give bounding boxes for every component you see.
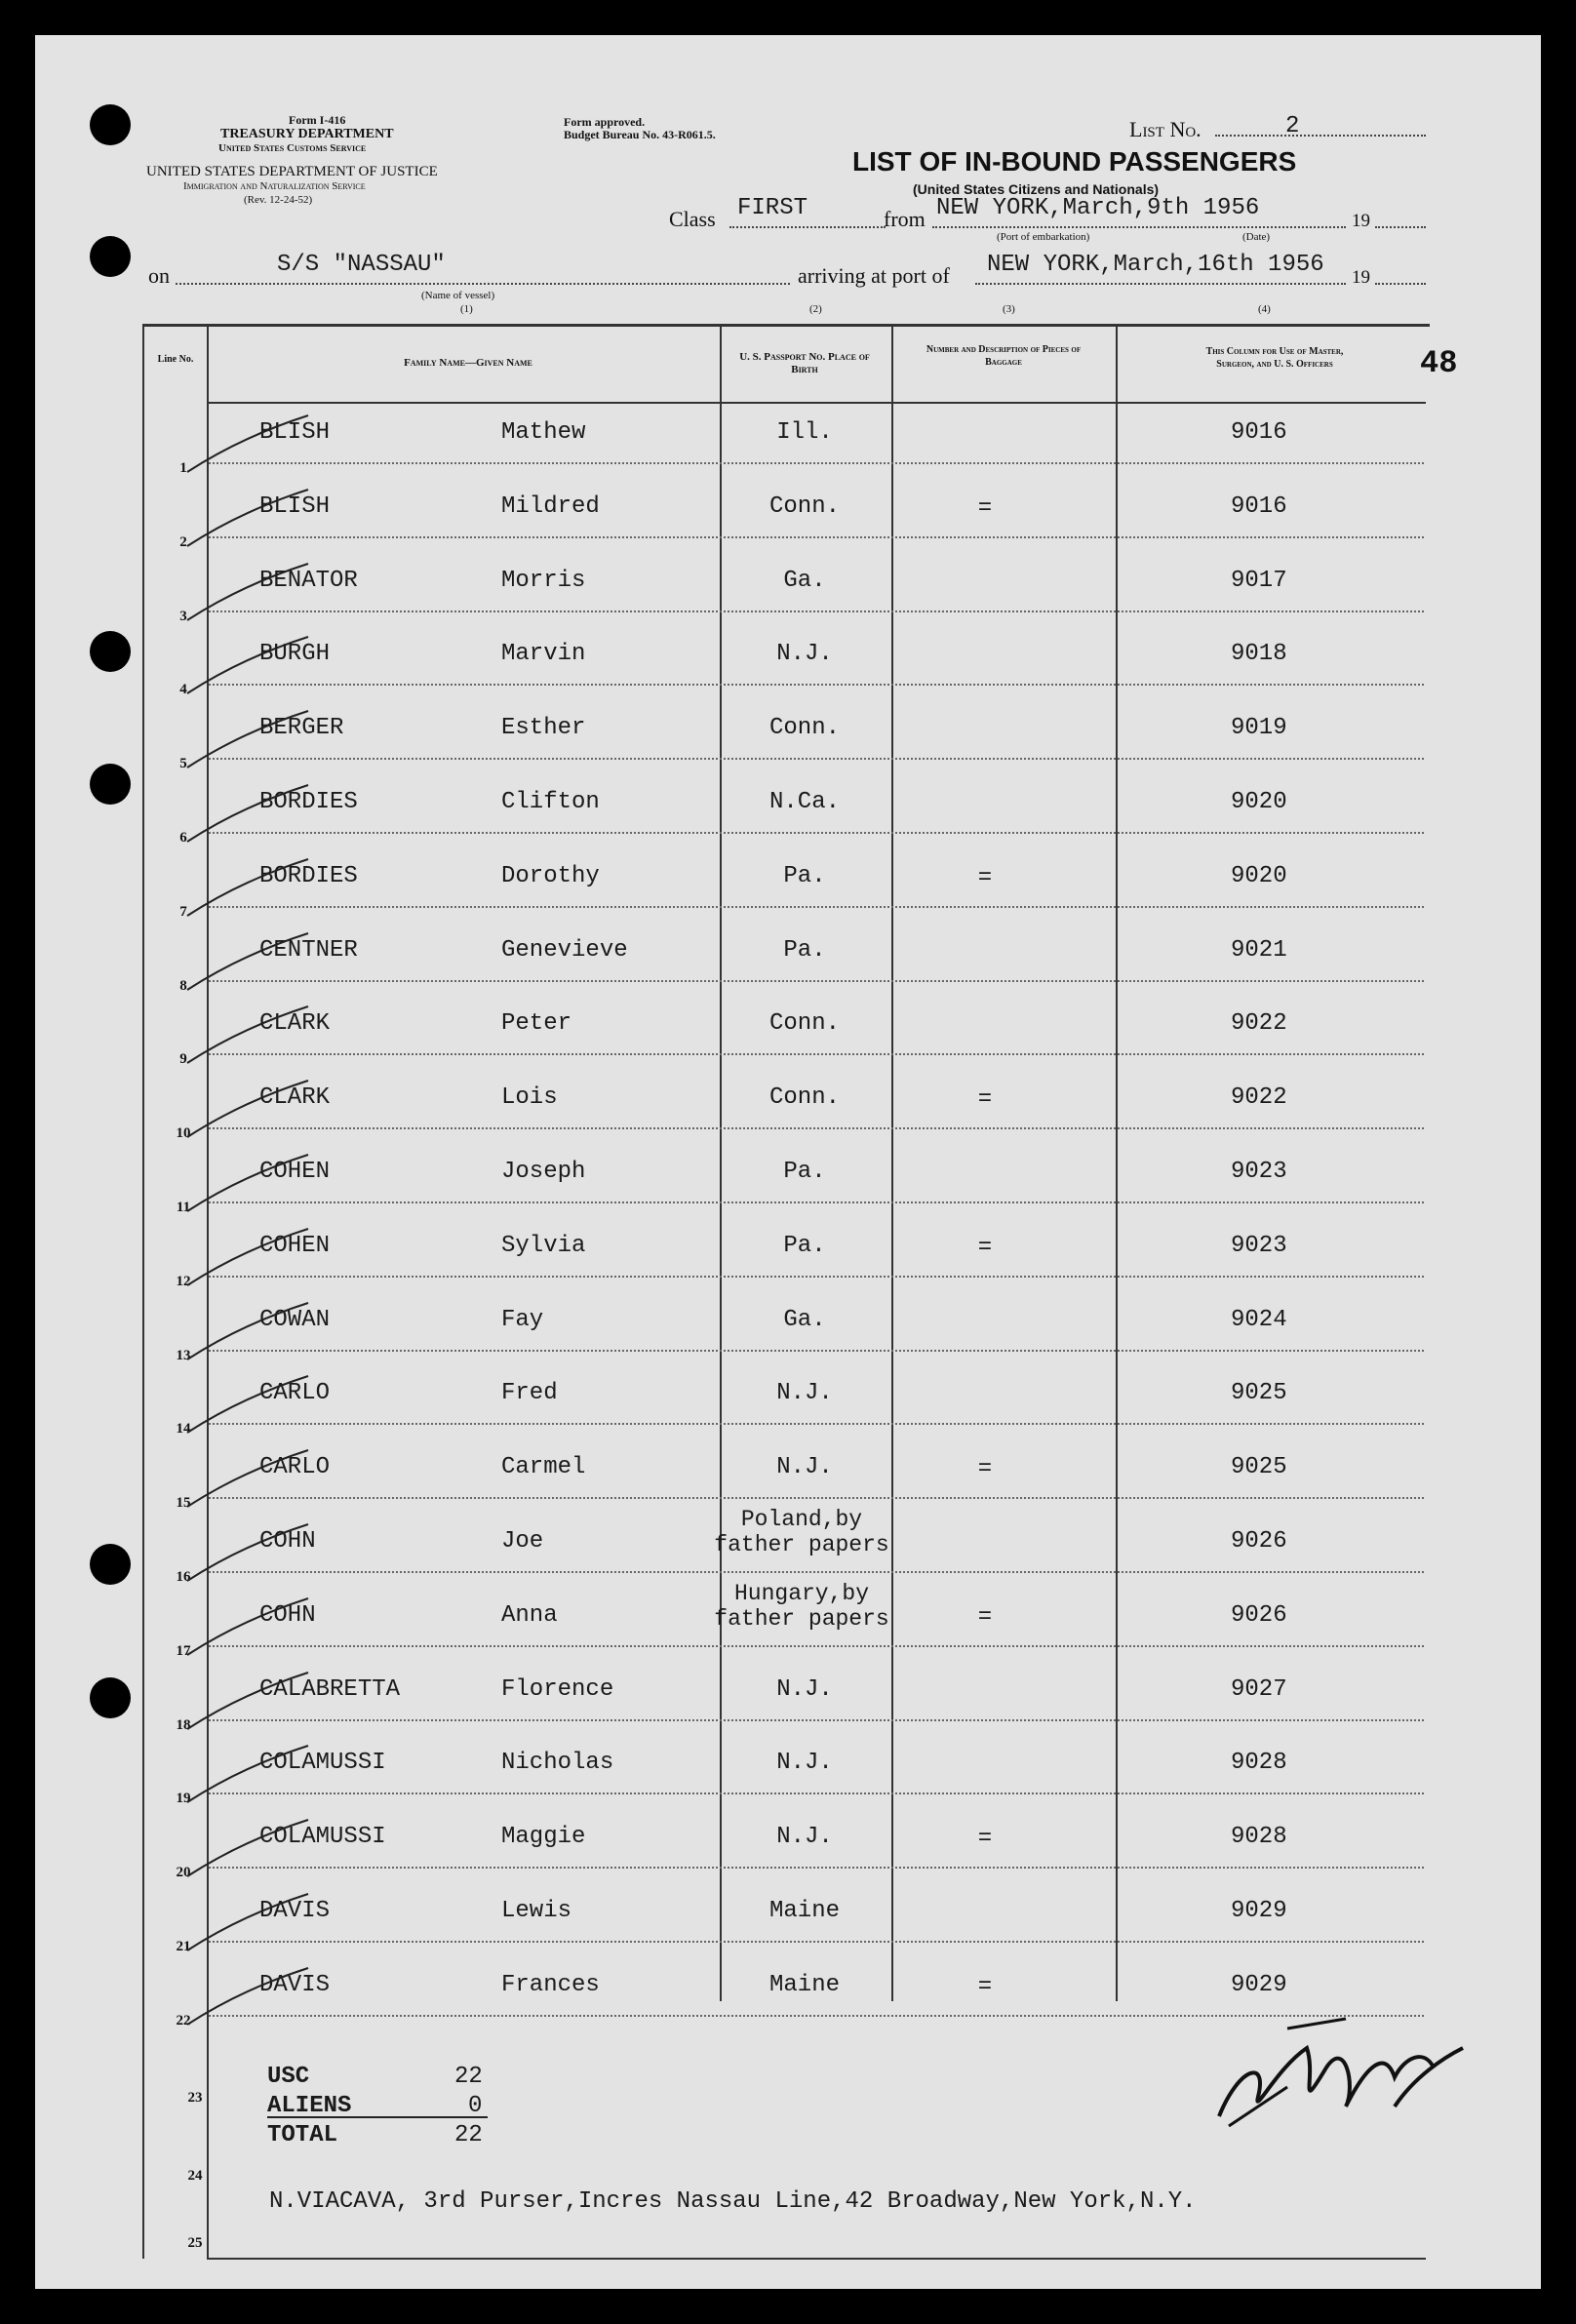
family-name: CALABRETTA xyxy=(259,1676,401,1703)
check-mark xyxy=(181,486,318,554)
place-of-birth: Maine xyxy=(768,1972,840,1998)
revision-date: (Rev. 12-24-52) xyxy=(244,194,313,206)
line-number: 15 xyxy=(176,1495,191,1511)
list-no-value: 2 xyxy=(1285,113,1300,139)
officer-code: 9020 xyxy=(1231,789,1287,815)
given-name: Joseph xyxy=(501,1159,586,1185)
check-mark xyxy=(181,781,318,849)
place-of-birth: Ga. xyxy=(783,1307,826,1333)
budget-bureau: Budget Bureau No. 43-R061.5. xyxy=(564,128,716,141)
row-rule xyxy=(209,462,1424,464)
officer-code: 9028 xyxy=(1231,1824,1287,1850)
baggage-count: = xyxy=(977,1604,993,1631)
row-rule xyxy=(209,1127,1424,1129)
list-no-label: List No. xyxy=(1129,117,1202,141)
place-of-birth: Pa. xyxy=(783,1233,826,1259)
line-number: 5 xyxy=(179,756,187,771)
line-number: 6 xyxy=(179,830,187,846)
row-rule xyxy=(209,1645,1424,1647)
given-name: Esther xyxy=(501,715,586,741)
place-of-birth: Pa. xyxy=(783,937,826,964)
column-number-3: (3) xyxy=(1003,303,1015,315)
officer-code: 9022 xyxy=(1231,1010,1287,1037)
check-mark xyxy=(181,1372,318,1440)
line-number: 8 xyxy=(179,978,187,994)
check-mark xyxy=(181,1225,318,1293)
row-rule xyxy=(209,1276,1424,1278)
year-label: 19 xyxy=(1352,211,1370,231)
row-rule xyxy=(209,684,1424,686)
check-mark xyxy=(181,1742,318,1810)
port-embarkation-note: (Port of embarkation) xyxy=(997,231,1090,243)
officer-code: 9026 xyxy=(1231,1602,1287,1629)
ins-service: Immigration and Naturalization Service xyxy=(183,180,366,192)
given-name: Mildred xyxy=(501,493,600,520)
officer-code: 9026 xyxy=(1231,1528,1287,1555)
row-rule xyxy=(209,832,1424,834)
purser-line: N.VIACAVA, 3rd Purser,Incres Nassau Line,42 Broadway,New York,N.Y. xyxy=(269,2188,1197,2215)
column-header-name: Family Name—Given Name xyxy=(404,357,532,369)
row-rule xyxy=(209,1719,1424,1721)
form-number: Form I-416 xyxy=(289,113,346,127)
check-mark xyxy=(181,1816,318,1884)
given-name: Clifton xyxy=(501,789,600,815)
line-number: 9 xyxy=(179,1051,187,1067)
arrival-rule xyxy=(975,283,1346,285)
check-mark xyxy=(181,707,318,775)
line-number: 2 xyxy=(179,534,187,550)
baggage-count: = xyxy=(977,1974,993,2000)
check-mark xyxy=(181,855,318,924)
line-number: 13 xyxy=(176,1348,191,1363)
check-mark xyxy=(181,1890,318,1958)
check-mark xyxy=(181,1299,318,1367)
place-of-birth: Conn. xyxy=(768,1084,840,1111)
family-name: BORDIES xyxy=(259,863,358,889)
family-name: CLARK xyxy=(259,1084,331,1111)
place-of-birth: N.J. xyxy=(776,1824,833,1850)
officer-code: 9022 xyxy=(1231,1084,1287,1111)
from-rule xyxy=(932,226,1346,228)
baggage-count: = xyxy=(977,1086,993,1113)
year-label-2: 19 xyxy=(1352,267,1370,288)
officer-code: 9029 xyxy=(1231,1898,1287,1924)
check-mark xyxy=(181,1520,318,1589)
place-of-birth: Ga. xyxy=(783,568,826,594)
year-rule xyxy=(1375,226,1426,228)
row-rule xyxy=(209,1350,1424,1352)
officer-code: 9019 xyxy=(1231,715,1287,741)
place-of-birth: N.J. xyxy=(776,1454,833,1480)
family-name: CARLO xyxy=(259,1380,331,1406)
name-column-divider xyxy=(720,324,722,2001)
family-name: DAVIS xyxy=(259,1898,331,1924)
check-mark xyxy=(181,1595,318,1663)
officer-code: 9024 xyxy=(1231,1307,1287,1333)
place-of-birth: Pa. xyxy=(783,1159,826,1185)
form-approved: Form approved. xyxy=(564,115,646,129)
line-number: 10 xyxy=(176,1125,191,1141)
officer-code: 9016 xyxy=(1231,419,1287,446)
row-rule xyxy=(209,1423,1424,1425)
punch-hole xyxy=(90,1677,131,1718)
vessel-note: (Name of vessel) xyxy=(421,290,495,301)
line-number: 24 xyxy=(187,2168,203,2184)
list-no-rule xyxy=(1215,135,1426,137)
given-name: Nicholas xyxy=(501,1750,614,1776)
total-underline xyxy=(267,2116,488,2118)
on-label: on xyxy=(148,263,170,288)
total-value: 22 xyxy=(454,2122,483,2148)
given-name: Lois xyxy=(501,1084,558,1111)
usc-value: 22 xyxy=(454,2064,483,2090)
family-name: COHEN xyxy=(259,1233,331,1259)
total-label: TOTAL xyxy=(267,2122,338,2148)
row-rule xyxy=(209,758,1424,760)
place-of-birth: Conn. xyxy=(768,493,840,520)
page-number: 48 xyxy=(1420,345,1458,381)
family-name: DAVIS xyxy=(259,1972,331,1998)
given-name: Florence xyxy=(501,1676,614,1703)
form-title: LIST OF IN-BOUND PASSENGERS xyxy=(852,146,1297,177)
officer-code: 9027 xyxy=(1231,1676,1287,1703)
punch-hole xyxy=(90,1544,131,1585)
place-of-birth: N.J. xyxy=(776,641,833,667)
given-name: Joe xyxy=(501,1528,544,1555)
line-number: 12 xyxy=(176,1274,191,1289)
aliens-value: 0 xyxy=(468,2093,483,2119)
family-name: COLAMUSSI xyxy=(259,1824,386,1850)
class-rule xyxy=(729,226,886,228)
line-number: 22 xyxy=(176,2013,191,2029)
officer-code: 9025 xyxy=(1231,1380,1287,1406)
given-name: Peter xyxy=(501,1010,572,1037)
row-rule xyxy=(209,611,1424,612)
given-name: Fay xyxy=(501,1307,544,1333)
vessel-rule xyxy=(176,283,790,285)
given-name: Anna xyxy=(501,1602,558,1629)
place-of-birth: Ill. xyxy=(776,419,833,446)
baggage-column-divider xyxy=(1116,324,1118,2001)
family-name: BORDIES xyxy=(259,789,358,815)
line-number: 21 xyxy=(176,1939,191,1954)
given-name: Lewis xyxy=(501,1898,572,1924)
table-left-border xyxy=(142,324,144,2259)
column-header-passport: U. S. Passport No. Place of Birth xyxy=(739,351,870,375)
line-number: 23 xyxy=(187,2090,203,2106)
customs-service: United States Customs Service xyxy=(218,142,367,154)
family-name: BLISH xyxy=(259,493,331,520)
row-rule xyxy=(209,980,1424,982)
line-number: 19 xyxy=(176,1791,191,1806)
row-rule xyxy=(209,1941,1424,1943)
line-number: 3 xyxy=(179,609,187,624)
family-name: CLARK xyxy=(259,1010,331,1037)
class-value: FIRST xyxy=(737,195,808,221)
given-name: Frances xyxy=(501,1972,600,1998)
check-mark xyxy=(181,633,318,701)
family-name: CENTNER xyxy=(259,937,358,964)
place-of-birth: Conn. xyxy=(768,1010,840,1037)
from-label: from xyxy=(884,207,926,231)
aliens-label: ALIENS xyxy=(267,2093,352,2119)
officer-code: 9029 xyxy=(1231,1972,1287,1998)
check-mark xyxy=(181,929,318,998)
baggage-count: = xyxy=(977,865,993,891)
date-note: (Date) xyxy=(1242,231,1271,243)
column-number-1: (1) xyxy=(460,303,473,315)
handwritten-signature xyxy=(1200,2009,1482,2136)
place-of-birth: Poland,by father papers xyxy=(714,1507,889,1557)
column-header-officers: This Column for Use of Master, Surgeon, and U. S. Officers xyxy=(1205,346,1344,370)
line-number: 18 xyxy=(176,1717,191,1733)
check-mark xyxy=(181,560,318,628)
place-of-birth: Maine xyxy=(768,1898,840,1924)
row-rule xyxy=(209,1497,1424,1499)
row-rule xyxy=(209,1792,1424,1794)
arriving-label: arriving at port of xyxy=(798,263,950,288)
line-number: 4 xyxy=(179,682,187,697)
given-name: Dorothy xyxy=(501,863,600,889)
row-rule xyxy=(209,1571,1424,1573)
check-mark xyxy=(181,1003,318,1071)
given-name: Maggie xyxy=(501,1824,586,1850)
place-of-birth: N.J. xyxy=(776,1380,833,1406)
punch-hole xyxy=(90,236,131,277)
baggage-count: = xyxy=(977,1235,993,1261)
officer-code: 9023 xyxy=(1231,1233,1287,1259)
line-number: 17 xyxy=(176,1643,191,1659)
family-name: COHN xyxy=(259,1528,316,1555)
usc-label: USC xyxy=(267,2064,310,2090)
check-mark xyxy=(181,1446,318,1515)
line-number: 25 xyxy=(187,2235,203,2251)
vessel-name: S/S "NASSAU" xyxy=(277,252,446,278)
table-top-border xyxy=(142,324,1430,327)
treasury-department: TREASURY DEPARTMENT xyxy=(220,127,394,141)
punch-hole xyxy=(90,631,131,672)
row-rule xyxy=(209,906,1424,908)
given-name: Marvin xyxy=(501,641,586,667)
family-name: COHEN xyxy=(259,1159,331,1185)
officer-code: 9023 xyxy=(1231,1159,1287,1185)
place-of-birth: Hungary,by father papers xyxy=(714,1581,889,1632)
given-name: Fred xyxy=(501,1380,558,1406)
family-name: BENATOR xyxy=(259,568,358,594)
check-mark xyxy=(181,1669,318,1737)
passport-column-divider xyxy=(891,324,893,2001)
row-rule xyxy=(209,1867,1424,1869)
punch-hole xyxy=(90,764,131,805)
line-number: 7 xyxy=(179,904,187,920)
table-bottom-border xyxy=(207,2258,1426,2260)
check-mark xyxy=(181,412,318,480)
column-number-2: (2) xyxy=(809,303,822,315)
family-name: BURGH xyxy=(259,641,331,667)
line-number: 1 xyxy=(179,460,187,476)
baggage-count: = xyxy=(977,495,993,522)
arrival-value: NEW YORK,March,16th 1956 xyxy=(987,252,1324,278)
class-label: Class xyxy=(669,207,716,231)
officer-code: 9018 xyxy=(1231,641,1287,667)
place-of-birth: N.Ca. xyxy=(768,789,840,815)
row-rule xyxy=(209,536,1424,538)
given-name: Morris xyxy=(501,568,586,594)
officer-code: 9028 xyxy=(1231,1750,1287,1776)
place-of-birth: Pa. xyxy=(783,863,826,889)
column-header-line: Line No. xyxy=(157,354,194,365)
officer-code: 9021 xyxy=(1231,937,1287,964)
given-name: Sylvia xyxy=(501,1233,586,1259)
family-name: COWAN xyxy=(259,1307,331,1333)
baggage-count: = xyxy=(977,1456,993,1482)
column-number-4: (4) xyxy=(1258,303,1271,315)
check-mark xyxy=(181,1077,318,1145)
place-of-birth: N.J. xyxy=(776,1676,833,1703)
officer-code: 9020 xyxy=(1231,863,1287,889)
row-rule xyxy=(209,1201,1424,1203)
column-header-baggage: Number and Description of Pieces of Baggage xyxy=(926,344,1082,368)
family-name: CARLO xyxy=(259,1454,331,1480)
line-number: 16 xyxy=(176,1569,191,1585)
family-name: BLISH xyxy=(259,419,331,446)
year-rule-2 xyxy=(1375,283,1426,285)
form-subtitle: (United States Citizens and Nationals) xyxy=(913,181,1160,197)
family-name: BERGER xyxy=(259,715,344,741)
place-of-birth: N.J. xyxy=(776,1750,833,1776)
row-rule xyxy=(209,1053,1424,1055)
line-number: 20 xyxy=(176,1865,191,1880)
check-mark xyxy=(181,1151,318,1219)
from-value: NEW YORK,March,9th 1956 xyxy=(936,195,1260,221)
family-name: COHN xyxy=(259,1602,316,1629)
place-of-birth: Conn. xyxy=(768,715,840,741)
officer-code: 9017 xyxy=(1231,568,1287,594)
officer-code: 9025 xyxy=(1231,1454,1287,1480)
given-name: Genevieve xyxy=(501,937,628,964)
header-bottom-border xyxy=(207,402,1426,404)
line-number: 11 xyxy=(176,1200,191,1215)
given-name: Mathew xyxy=(501,419,586,446)
given-name: Carmel xyxy=(501,1454,586,1480)
officer-code: 9016 xyxy=(1231,493,1287,520)
check-mark xyxy=(181,1964,318,2032)
family-name: COLAMUSSI xyxy=(259,1750,386,1776)
justice-department: UNITED STATES DEPARTMENT OF JUSTICE xyxy=(146,164,438,179)
baggage-count: = xyxy=(977,1826,993,1852)
line-number: 14 xyxy=(176,1421,191,1437)
punch-hole xyxy=(90,104,131,145)
